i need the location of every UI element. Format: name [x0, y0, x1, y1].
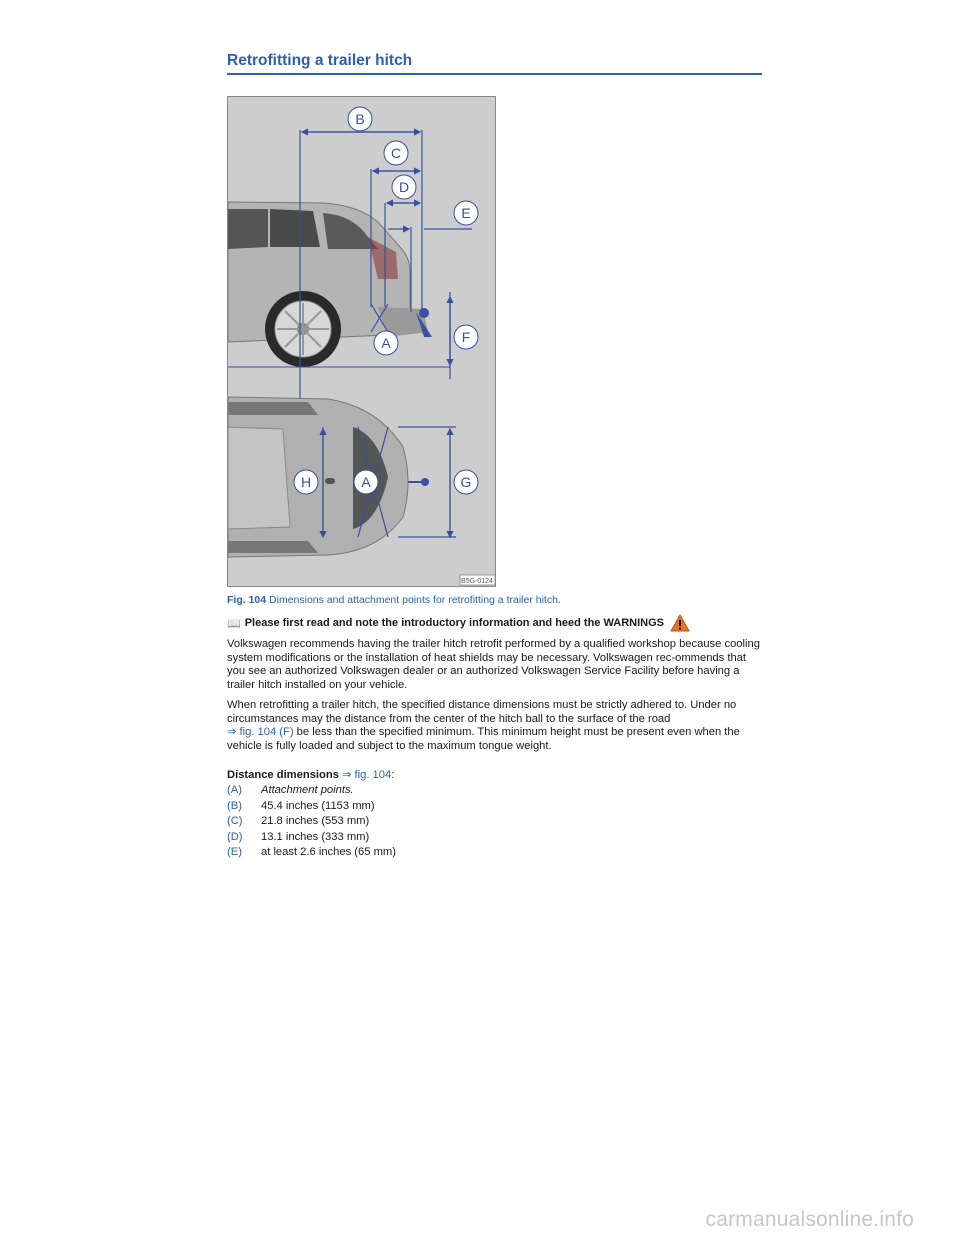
figure-number: Fig. 104: [227, 594, 267, 606]
svg-text:E: E: [461, 205, 471, 221]
label-f: [454, 325, 478, 349]
svg-text:A: A: [381, 335, 391, 351]
svg-text:F: F: [461, 329, 471, 345]
trailer-hitch-figure: [227, 96, 496, 587]
item-value: 45.4 inches (1153 mm): [261, 799, 375, 812]
svg-text:D: D: [398, 179, 410, 195]
svg-text:B: B: [355, 111, 365, 127]
colon: :: [391, 769, 395, 781]
label-h: [294, 470, 318, 494]
distance-dimensions-title: Distance dimensions: [227, 769, 339, 781]
svg-text:A: A: [361, 474, 371, 490]
paragraph-distances-part2: be less than the specified minimum. This minimum height must be present even when the vehicle is fully loaded and subject to the maximum tongue weight.: [227, 726, 740, 752]
item-key: (D): [227, 830, 243, 843]
book-icon: 📖: [227, 617, 241, 630]
page-title: Retrofitting a trailer hitch: [227, 52, 762, 75]
item-key: (E): [227, 846, 242, 858]
distance-dimensions-heading: [227, 768, 394, 781]
list-item: [227, 799, 396, 815]
paragraph-distances: [227, 699, 762, 753]
item-value: 13.1 inches (333 mm): [261, 830, 370, 843]
warning-triangle-icon: [670, 614, 690, 632]
item-key: (A): [227, 784, 242, 796]
item-key: (B): [227, 799, 242, 812]
item-value: at least 2.6 inches (65 mm): [261, 846, 396, 858]
svg-text:H: H: [300, 474, 312, 490]
list-item: [227, 845, 396, 861]
list-item: [227, 830, 396, 846]
fig-104-f-link[interactable]: ⇒ fig. 104 (F): [227, 726, 294, 738]
figure-caption-text: Dimensions and attachment points for retrofitting a trailer hitch.: [269, 594, 561, 606]
svg-text:G: G: [460, 474, 472, 490]
list-item: [227, 783, 396, 799]
svg-text:C: C: [390, 145, 402, 161]
fig-104-link[interactable]: ⇒ fig. 104: [342, 769, 392, 781]
svg-text:B5G-0124: B5G-0124: [461, 578, 493, 585]
label-g: [454, 470, 478, 494]
paragraph-distances-part1: When retrofitting a trailer hitch, the specified distance dimensions must be strictly adhered to. Under no circumstances may the distance from the center of the hitch ball to the surface of the road: [227, 699, 737, 725]
item-value: 21.8 inches (553 mm): [261, 815, 370, 827]
figure-code: [460, 575, 495, 585]
item-value: Attachment points.: [261, 784, 354, 796]
label-a-top: [354, 470, 378, 494]
label-e: [454, 201, 478, 225]
paragraph-workshop: Volkswagen recommends having the trailer hitch retrofit performed by a qualified workshop because cooling system modifications or the installation of heat shields may be necessary. Volkswagen rec-ommends that you see an authorized Volkswagen dealer or an authorized Volkswagen Service Facility before having a trailer hitch installed on your vehicle.: [227, 638, 760, 691]
figure-caption: [227, 594, 561, 606]
notice-text: Please first read and note the introductory information and heed the WARNINGS: [244, 617, 664, 629]
item-key: (C): [227, 815, 243, 827]
label-d: [392, 175, 416, 199]
watermark: carmanualsonline.info: [705, 1208, 914, 1231]
list-item: [227, 814, 396, 830]
label-b: [348, 107, 372, 131]
label-c: [384, 141, 408, 165]
distance-list: [227, 783, 396, 861]
notice-line: [227, 614, 690, 632]
trailer-hitch-diagram: [228, 97, 495, 586]
label-a-side: [374, 331, 398, 355]
